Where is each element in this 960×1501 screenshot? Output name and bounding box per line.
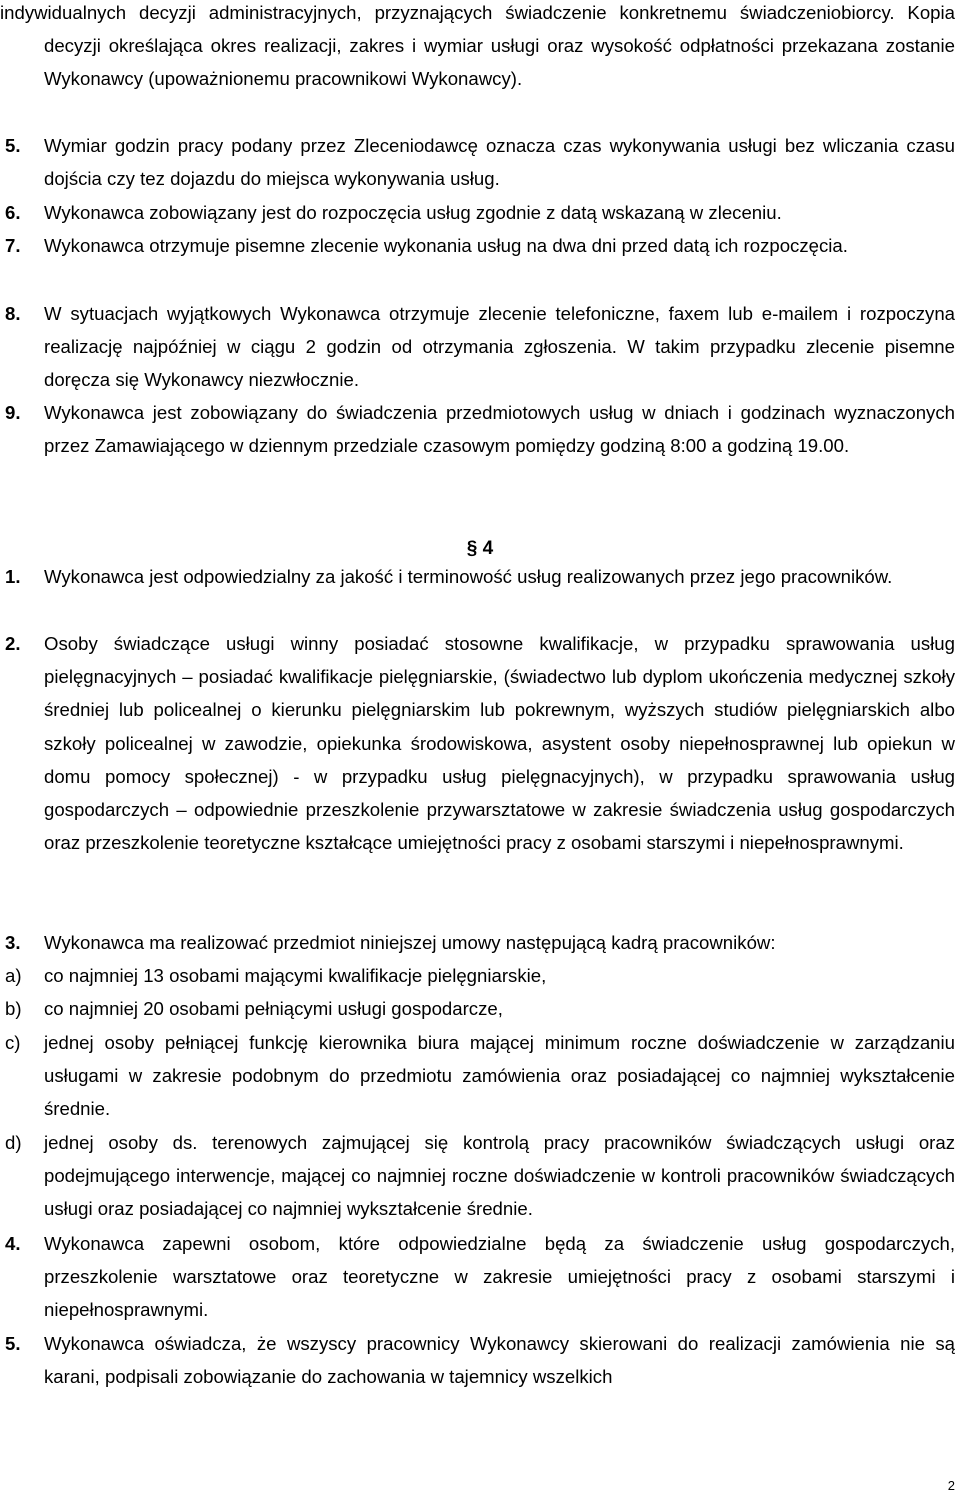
item-number: 5.	[5, 135, 21, 156]
list-item-1	[0, 560, 955, 593]
item-number: 1.	[5, 566, 21, 587]
sub-item-letter: b)	[5, 998, 22, 1019]
item-text: Wykonawca jest odpowiedzialny za jakość i terminowość usług realizowanych przez jego pracowników.	[44, 566, 893, 587]
item-number: 8.	[5, 303, 21, 324]
continuation-paragraph	[0, 0, 955, 96]
item-number: 4.	[5, 1233, 21, 1254]
item-number: 7.	[5, 235, 21, 256]
list-item-5b	[0, 1327, 955, 1393]
sub-item-text: co najmniej 13 osobami mającymi kwalifikacje pielęgniarskie,	[44, 965, 547, 986]
section-heading: § 4	[466, 538, 494, 559]
item-number: 3.	[5, 932, 21, 953]
item-text: Osoby świadczące usługi winny posiadać stosowne kwalifikacje, w przypadku sprawowania usług pielęgnacyjnych – posiadać kwalifikacje pielęgniarskie, (świadectwo lub dyplom ukończenia medycznej szkoły średniej lub policealnej o kierunku pielęgniarskim lub pokrewnym, wyższych studiów pielęgniarskich albo szkoły policealnej w zawodzie, opiekunka środowiskowa, asystent osoby niepełnosprawnej lub opiekun w domu pomocy społecznej) - w przypadku usług pielęgnacyjnych), w przypadku sprawowania usług gospodarczych – odpowiednie przeszkolenie przywarsztatowe w zakresie świadczenia usług gospodarczych oraz przeszkolenie teoretyczne kształcące umiejętności pracy z osobami starszymi i niepełnosprawnymi.	[44, 633, 955, 854]
sub-item-text: jednej osoby pełniącej funkcję kierownika biura mającej minimum roczne doświadczenie w zarządzaniu usługami w zakresie podobnym do przedmiotu zamówienia oraz posiadającej co najmniej wykształcenie średnie.	[44, 1032, 955, 1120]
item-text: Wykonawca jest zobowiązany do świadczenia przedmiotowych usług w dniach i godzinach wyznaczonych przez Zamawiającego w dziennym przedziale czasowym pomiędzy godziną 8:00 a godziną 19.00.	[44, 402, 955, 457]
sub-item-a	[0, 959, 955, 992]
item-number: 9.	[5, 402, 21, 423]
item-text: Wykonawca oświadcza, że wszyscy pracownicy Wykonawcy skierowani do realizacji zamówienia nie są karani, podpisali zobowiązanie do zachowania w tajemnicy wszelkich	[44, 1333, 955, 1388]
list-item-7	[0, 229, 955, 262]
item-number: 6.	[5, 202, 21, 223]
item-text: Wykonawca otrzymuje pisemne zlecenie wykonania usług na dwa dni przed datą ich rozpoczęcia.	[44, 235, 848, 256]
sub-item-text: co najmniej 20 osobami pełniącymi usługi gospodarcze,	[44, 998, 503, 1019]
item-text: Wymiar godzin pracy podany przez Zleceniodawcę oznacza czas wykonywania usługi bez wliczania czasu dojścia czy tez dojazdu do miejsca wykonywania usług.	[44, 135, 955, 190]
sub-item-letter: d)	[5, 1132, 22, 1153]
item-number: 5.	[5, 1333, 21, 1354]
sub-item-letter: a)	[5, 965, 22, 986]
sub-item-c	[0, 1026, 955, 1126]
list-item-8	[0, 297, 955, 397]
list-item-4	[0, 1227, 955, 1327]
sub-item-letter: c)	[5, 1032, 21, 1053]
item-text: Wykonawca ma realizować przedmiot niniejszej umowy następującą kadrą pracowników:	[44, 932, 776, 953]
sub-item-d	[0, 1126, 955, 1226]
sub-item-text: jednej osoby ds. terenowych zajmującej się kontrolą pracy pracowników świadczących usługi oraz podejmującego interwencje, mającej co najmniej roczne doświadczenie w kontroli pracowników świadczących usługi oraz posiadającej co najmniej wykształcenie średnie.	[44, 1132, 955, 1220]
page-number: 2	[947, 1478, 955, 1493]
item-text: Wykonawca zapewni osobom, które odpowiedzialne będą za świadczenie usług gospodarczych, przeszkolenie warsztatowe oraz teoretyczne w zakresie umiejętności pracy z osobami starszymi i niepełnosprawnymi.	[44, 1233, 955, 1321]
list-item-2	[0, 627, 955, 859]
continuation-text: indywidualnych decyzji administracyjnych, przyznających świadczenie konkretnemu świadczeniobiorcy. Kopia decyzji określająca okres realizacji, zakres i wymiar usługi oraz wysokość odpłatności przekazana zostanie Wykonawcy (upoważnionemu pracownikowi Wykonawcy).	[0, 2, 955, 90]
item-text: Wykonawca zobowiązany jest do rozpoczęcia usług zgodnie z datą wskazaną w zleceniu.	[44, 202, 782, 223]
item-number: 2.	[5, 633, 21, 654]
list-item-3	[0, 926, 955, 959]
list-item-6	[0, 196, 955, 229]
list-item-9	[0, 396, 955, 462]
item-text: W sytuacjach wyjątkowych Wykonawca otrzymuje zlecenie telefoniczne, faxem lub e-mailem i rozpoczyna realizację najpóźniej w ciągu 2 godzin od otrzymania zgłoszenia. W takim przypadku zlecenie pisemne doręcza się Wykonawcy niezwłocznie.	[44, 303, 955, 391]
list-item-5	[0, 129, 955, 195]
sub-item-b	[0, 992, 955, 1025]
